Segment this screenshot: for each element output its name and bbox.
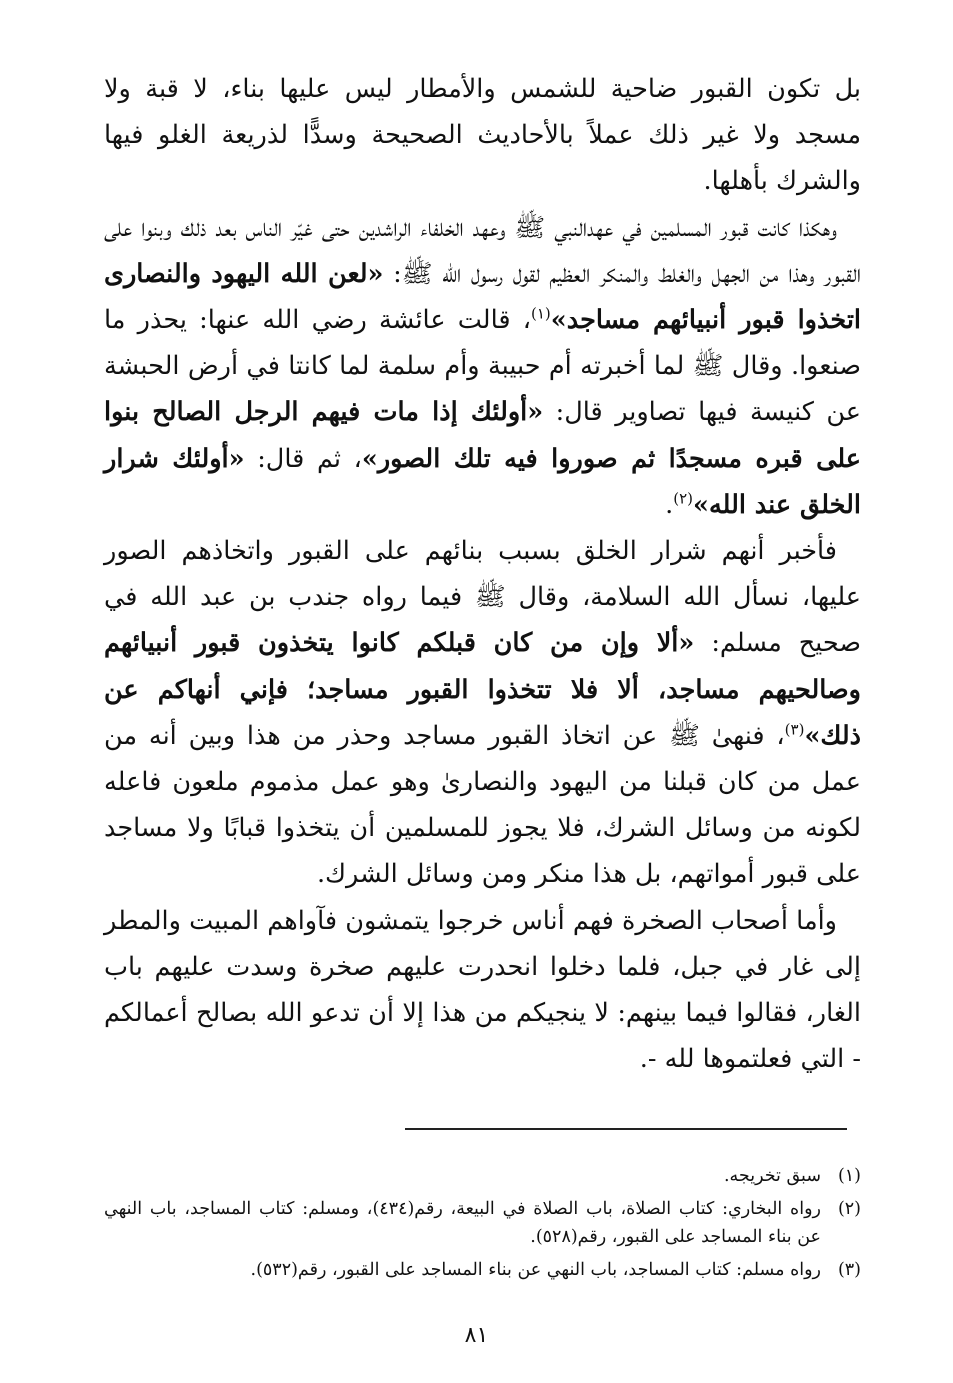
footnote-number: (٣) [837, 1260, 861, 1280]
footnote-number: (١) [837, 1166, 861, 1186]
paragraph-4 [104, 898, 861, 1083]
hadith-quote: «ألا وإن من كان قبلكم كانوا يتخذون قبور أنبيائهم وصالحيهم مساجد، ألا فلا تتخذوا القبور مساجد؛ فإني أنهاكم عن ذلك» [104, 628, 861, 751]
text-segment: بل تكون القبور ضاحية للشمس والأمطار ليس عليها بناء، لا قبة ولا مسجد ولا غير ذلك عملاً بالأحاديث الصحيحة وسدًّا لذريعة الغلو فيها والشرك بأهلها. [104, 74, 861, 197]
footnote-text: رواه مسلم: كتاب المساجد، باب النهي عن بناء المساجد على القبور، رقم(٥٣٢). [250, 1260, 821, 1280]
footnote-item [104, 1256, 861, 1284]
footnote-number: (٢) [837, 1199, 861, 1219]
text-segment: ، فنهىٰ ﷺ عن اتخاذ القبور مساجد وحذر من هذا وبين أنه من عمل من كان قبلنا من اليهود والنصارىٰ وهو عمل مذموم ملعون فاعله لكونه من وسائل الشرك، فلا يجوز للمسلمين أن يتخذوا قبابًا ولا مساجد على قبور أمواتهم، بل هذا منكر ومن وسائل الشرك. [104, 720, 861, 890]
footnote-text: رواه البخاري: كتاب الصلاة، باب الصلاة في البيعة، رقم(٤٣٤)، ومسلم: كتاب المساجد، باب النهي عن بناء المساجد على القبور، رقم(٥٢٨). [104, 1199, 821, 1247]
footnote-item [104, 1162, 861, 1190]
paragraph-2 [104, 205, 861, 528]
text-segment: وأما أصحاب الصخرة فهم أناس خرجوا يتمشون فآواهم المبيت والمطر إلى غار في جبل، فلما دخلوا انحدرت عليهم صخرة وسدت عليهم باب الغار، فقالوا فيما بينهم: لا ينجيكم من هذا إلا أن تدعو الله بصالح أعمالكم - التي فعلتموها لله -. [104, 905, 861, 1075]
text-segment: . [665, 489, 674, 520]
footnote-divider [405, 1128, 847, 1130]
text-segment: وهكذا كانت قبور المسلمين في عهدالنبي ﷺ وعهد الخلفاء الراشدين حتى غيّر الناس بعد ذلك وبنوا على القبور وهذا من الجهل والغلط والمنكر العظيم لقول رسول الله ﷺ: [104, 212, 862, 289]
hadith-quote: «أولئك شرار الخلق عند الله» [104, 443, 861, 520]
text-segment: ، قالت عائشة رضي الله عنها: يحذر ما صنعوا. وقال ﷺ لما أخبرته أم حبيبة وأم سلمة لما كانتا في أرض الحبشة عن كنيسة فيها تصاوير قال: [104, 305, 861, 428]
footnote-ref-2[interactable]: (٢) [673, 489, 694, 508]
footnote-ref-3[interactable]: (٣) [784, 720, 805, 739]
paragraph-3 [104, 528, 861, 898]
hadith-quote: «أولئك إذا مات فيهم الرجل الصالح بنوا على قبره مسجدًا ثم صوروا فيه تلك الصور» [104, 397, 861, 474]
text-segment: ، ثم قال: [244, 443, 362, 474]
text-segment: فأخبر أنهم شرار الخلق بسبب بنائهم على القبور واتخاذهم الصور عليها، نسأل الله السلامة، وقال ﷺ فيما رواه جندب بن عبد الله في صحيح مسلم: [104, 536, 861, 659]
body-text [104, 66, 861, 1082]
footnote-text: سبق تخريجه. [723, 1166, 821, 1186]
paragraph-1 [104, 66, 861, 205]
footnote-ref-1[interactable]: (١) [531, 304, 551, 323]
footnotes [104, 1162, 861, 1289]
hadith-quote: «لعن الله اليهود والنصارى اتخذوا قبور أنبيائهم مساجد» [104, 258, 862, 336]
footnote-item [104, 1195, 861, 1251]
page-number: ٨١ [464, 1323, 489, 1348]
